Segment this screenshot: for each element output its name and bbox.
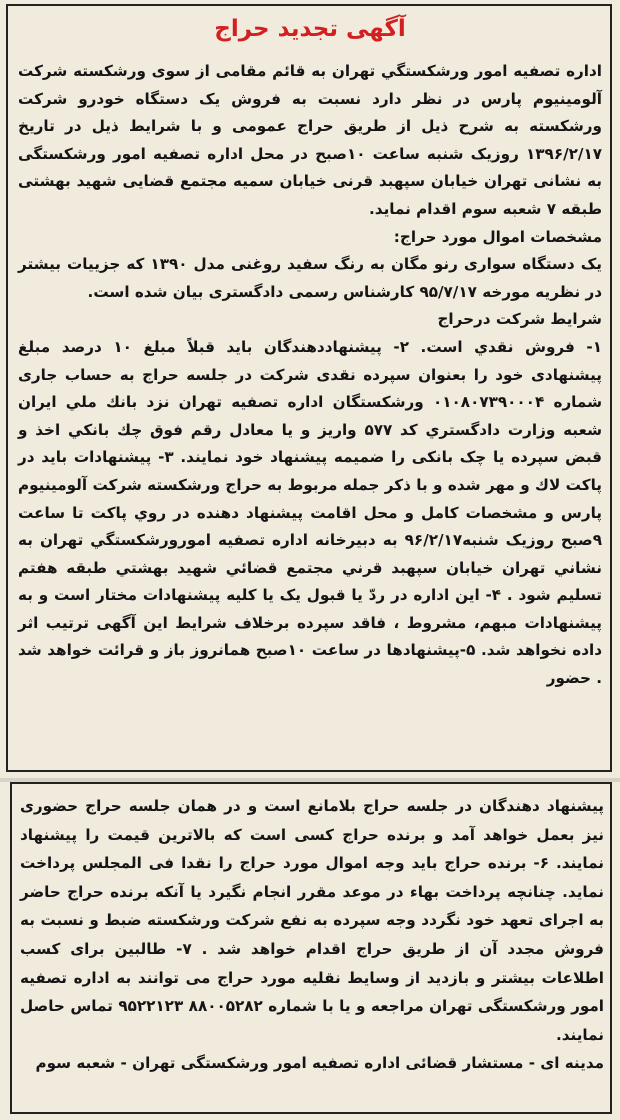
- conditions-paragraph-top: ۱- فروش نقدي است. ۲- پیشنهاددهندگان باید قبلاً مبلغ ۱۰ درصد مبلغ پیشنهادی خود را بعنوان سپرده نقدی شرکت در جلسه حراج به حساب جاری شماره ۰۱۰۸۰۷۳۹۰۰۰۴ ورشکستگان اداره تصفیه تهران نزد بانك ملي ایران شعبه وزارت دادگستري کد ۵۷۷ واریز و یا معادل رقم فوق چك بانکي اخذ و قبض سپرده یا چک بانکی را ضمیمه پیشنهاد خود نمایند. ۳- پیشنهادات باید در پاکت لاك و مهر شده و با ذکر جمله مربوط به حراج ورشکسته شرکت آلومینیوم پارس و مشخصات کامل و محل اقامت پیشنهاد دهنده در روي پاکت تا ساعت ۹صبح روزیک شنبه۹۶/۲/۱۷ به دبیرخانه اداره تصفیه امورورشکستگي تهران به نشاني تهران خیابان سپهبد قرني مجتمع قضائي شهید بهشتي طبقه هفتم تسلیم شود . ۴- این اداره در ردّ یا قبول یک یا کلیه پیشنهادات مختار است و به پیشنهادات مبهم، مشروط ، فاقد سپرده برخلاف شرایط این آگهی ترتیب اثر داده نخواهد شد. ۵-پیشنهادها در ساعت ۱۰صبح همانروز باز و قرائت خواهد شد . حضور: [18, 337, 603, 688]
- assets-paragraph: یک دستگاه سواری رنو مگان به رنگ سفید روغنی مدل ۱۳۹۰ که جزییات بیشتر در نظریه مورخه ۹۵/۷/۱۷ کارشناس رسمی دادگستری بیان شده است.: [18, 255, 602, 301]
- notice-body-top: [18, 58, 602, 693]
- conditions-paragraph-bottom: پیشنهاد دهندگان در جلسه حراج بلامانع است و در همان جلسه حراج حضوری نیز بعمل خواهد آمد و برنده حراج کسی است که بالاترین قیمت را پیشنهاد نمایند. ۶- برنده حراج باید وجه اموال مورد حراج را نقدا فی المجلس پرداخت نماید. چنانچه پرداخت بهاء در موعد مقرر انجام نگیرد یا آنکه برنده حراج حاضر به اجرای تعهد خود نگردد وجه سپرده به نفع شرکت ورشکسته ضبط و نسبت به فروش مجدد آن از طریق حراج اقدام خواهد شد . ۷- طالبین برای کسب اطلاعات بیشتر و بازدید از وسایط نقلیه مورد حراج می توانند به اداره تصفیه امور ورشکستگی تهران مراجعه و یا با شماره ۸۸۰۰۵۲۸۲ ۹۵۲۲۱۲۳ تماس حاصل نمایند.: [20, 797, 605, 1044]
- notice-body-bottom: [20, 792, 604, 1078]
- conditions-heading: شرایط شرکت درحراج: [437, 310, 602, 329]
- signature-line: مدینه ای - مستشار قضائی اداره تصفیه امور ورشکستگی تهران - شعبه سوم: [35, 1054, 604, 1073]
- intro-paragraph: اداره تصفیه امور ورشکستگي تهران به قائم مقامی از سوی ورشکسته شرکت آلومینیوم پارس در نظر دارد نسبت به فروش یک دستگاه خودرو شرکت ورشکسته به شرح ذیل از طریق حراج عمومی و با شرایط ذیل در تاریخ ۱۳۹۶/۲/۱۷ روزیک شنبه ساعت ۱۰صبح در محل اداره تصفیه امور ورشکستگی به نشانی تهران خیابان سپهبد قرنی خیابان سمیه مجتمع قضایی شهید بهشتی طبقه ۷ شعبه سوم اقدام نماید.: [18, 62, 602, 218]
- notice-title: آگهی تجدید حراج: [214, 16, 406, 42]
- assets-heading: مشخصات اموال مورد حراج:: [393, 227, 602, 246]
